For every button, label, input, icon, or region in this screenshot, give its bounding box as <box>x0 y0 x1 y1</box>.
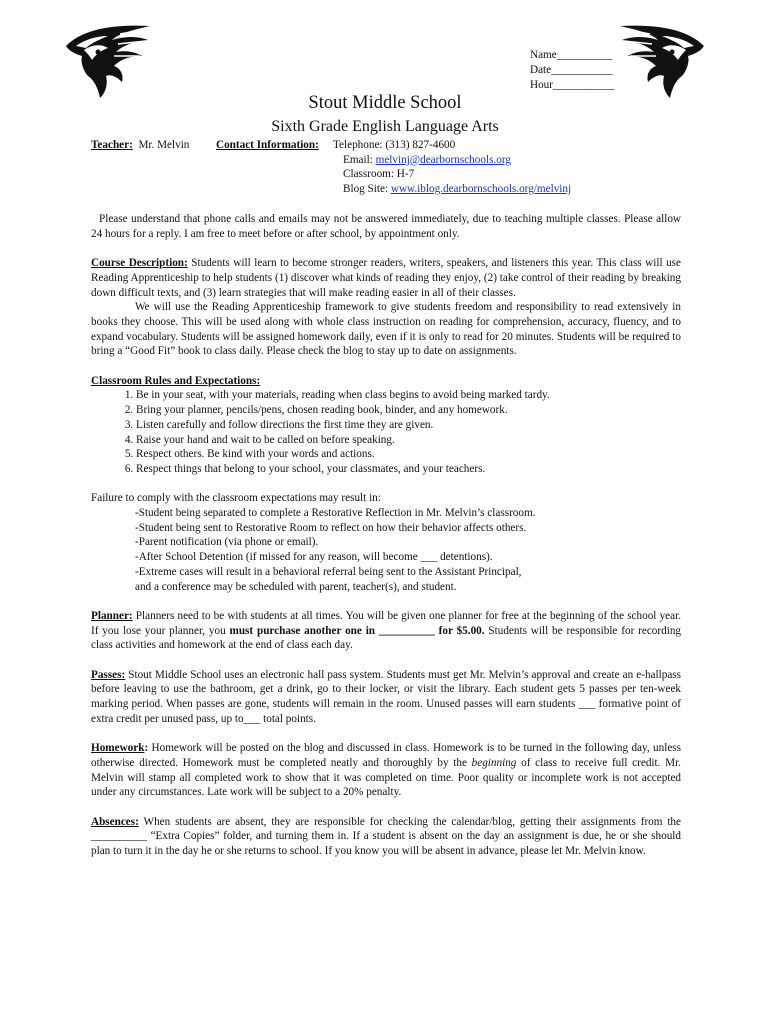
passes-heading: Passes: <box>91 668 126 681</box>
planner-heading: Planner: <box>91 609 133 622</box>
email-link[interactable]: melvinj@dearbornschools.org <box>375 153 511 166</box>
homework-heading: Homework <box>91 742 145 755</box>
falcon-logo-icon <box>62 16 154 104</box>
list-item: 1. Be in your seat, with your materials, reading when class begins to avoid being marked tardy. <box>136 388 681 403</box>
falcon-logo-icon <box>616 16 708 104</box>
list-item: -Student being sent to Restorative Room to reflect on how their behavior affects others. <box>135 521 527 534</box>
list-item: -Student being separated to complete a Restorative Reflection in Mr. Melvin’s classroom. <box>135 507 536 520</box>
classroom: Classroom: H-7 <box>343 168 415 181</box>
list-item: -After School Detention (if missed for any reason, will become ___ detentions). <box>135 551 493 564</box>
list-item: -Extreme cases will result in a behavioral referral being sent to the Assistant Principal, <box>135 565 522 578</box>
absences-heading: Absences: <box>91 815 139 828</box>
passes-paragraph: Passes: Stout Middle School uses an electronic hall pass system. Students must get Mr. Melvin’s approval and create an e-hallpass before leaving to use the bathroom, get a drink, go to their locker, or visit the library. Each student gets 5 passes per ten-week marking period. When passes are gone, students will remain in the room. Unused passes will earn students ___ formative point of extra credit per unused pass, up to___ total points. <box>91 668 681 725</box>
list-item: 3. Listen carefully and follow directions the first time they are given. <box>136 418 681 433</box>
school-title: Stout Middle School <box>308 93 462 113</box>
contact-block <box>91 138 572 196</box>
absences-paragraph: Absences: When students are absent, they are responsible for checking the calendar/blog, getting their assignments from the __________ “Extra Copies” folder, and turning them in. If a student is absent on the day an assignment is due, he or she should plan to turn it in the day he or she returns to school. If you know you will be absent in advance, please let Mr. Melvin know. <box>91 815 681 858</box>
teacher-label: Teacher: <box>91 139 133 151</box>
course-description-2: We will use the Reading Apprenticeship framework to give students freedom and responsibility to read extensively in books they choose. This will be used along with whole class instruction on reading for comprehension, accuracy, fluency, and to expand vocabulary. Students will be assigned homework daily, even if it is only to read for 20 minutes. Students will be required to bring a “Good Fit” book to class daily. Please check the blog to stay up to date on assignments. <box>91 301 681 358</box>
course-description-heading: Course Description: <box>91 257 188 270</box>
teacher-name: Mr. Melvin <box>138 139 190 151</box>
course-title: Sixth Grade English Language Arts <box>271 118 499 135</box>
telephone: Telephone: (313) 827-4600 <box>333 139 456 151</box>
list-item: -Parent notification (via phone or email). <box>135 536 319 549</box>
list-item: 4. Raise your hand and wait to be called on before speaking. <box>136 433 681 448</box>
contact-info-label: Contact Information: <box>216 139 319 151</box>
blog-row: Blog Site: www.iblog.dearbornschools.org/melvinj <box>343 182 572 195</box>
blog-link[interactable]: www.iblog.dearbornschools.org/melvinj <box>390 182 572 195</box>
list-item: 2. Bring your planner, pencils/pens, chosen reading book, binder, and any homework. <box>136 403 681 418</box>
planner-paragraph: Planner: Planners need to be with students at all times. You will be given one planner for free at the beginning of the school year. If you lose your planner, you must purchase another one in __________ for $5.00. Students will be responsible for recording class activities and homework at the end of class each day. <box>91 609 682 652</box>
date-line[interactable]: Date___________ <box>530 64 613 76</box>
student-info-lines <box>530 48 615 93</box>
list-item: 5. Respect others. Be kind with your words and actions. <box>136 447 681 462</box>
course-description: Course Description: Students will learn to become stronger readers, writers, speakers, and listeners this year. This class will use Reading Apprenticeship to help students (1) discover what kinds of reading they enjoy, (2) take control of their reading by breaking down difficult texts, and (3) learn strategies that will make reading easier in all of their classes. <box>91 257 681 299</box>
list-item: 6. Respect things that belong to your school, your classmates, and your teachers. <box>136 462 681 477</box>
email-row: Email: melvinj@dearbornschools.org <box>343 153 511 166</box>
falcon-logo-right <box>616 16 708 104</box>
rules-list <box>91 388 681 476</box>
list-item: and a conference may be scheduled with parent, teacher(s), and student. <box>135 580 457 593</box>
syllabus-body <box>91 212 681 859</box>
falcon-logo-left <box>62 16 154 104</box>
hour-line[interactable]: Hour___________ <box>530 79 615 91</box>
consequences-intro: Failure to comply with the classroom expectations may result in: <box>91 492 381 505</box>
intro-paragraph: Please understand that phone calls and emails may not be answered immediately, due to teaching multiple classes. Please allow 24 hours for a reply. I am free to meet before or after school, by appointment only. <box>91 213 681 240</box>
rules-heading: Classroom Rules and Expectations: <box>91 374 261 387</box>
name-line[interactable]: Name__________ <box>530 49 613 61</box>
homework-paragraph: Homework: Homework will be posted on the blog and discussed in class. Homework is to be turned in the following day, unless otherwise directed. Homework must be completed neatly and thoroughly by the beginning of class to receive full credit. Mr. Melvin will stamp all completed work to show that it was completed on time. Poor quality or incomplete work is not accepted under any circumstances. Late work will be subject to a 20% penalty. <box>91 742 681 799</box>
